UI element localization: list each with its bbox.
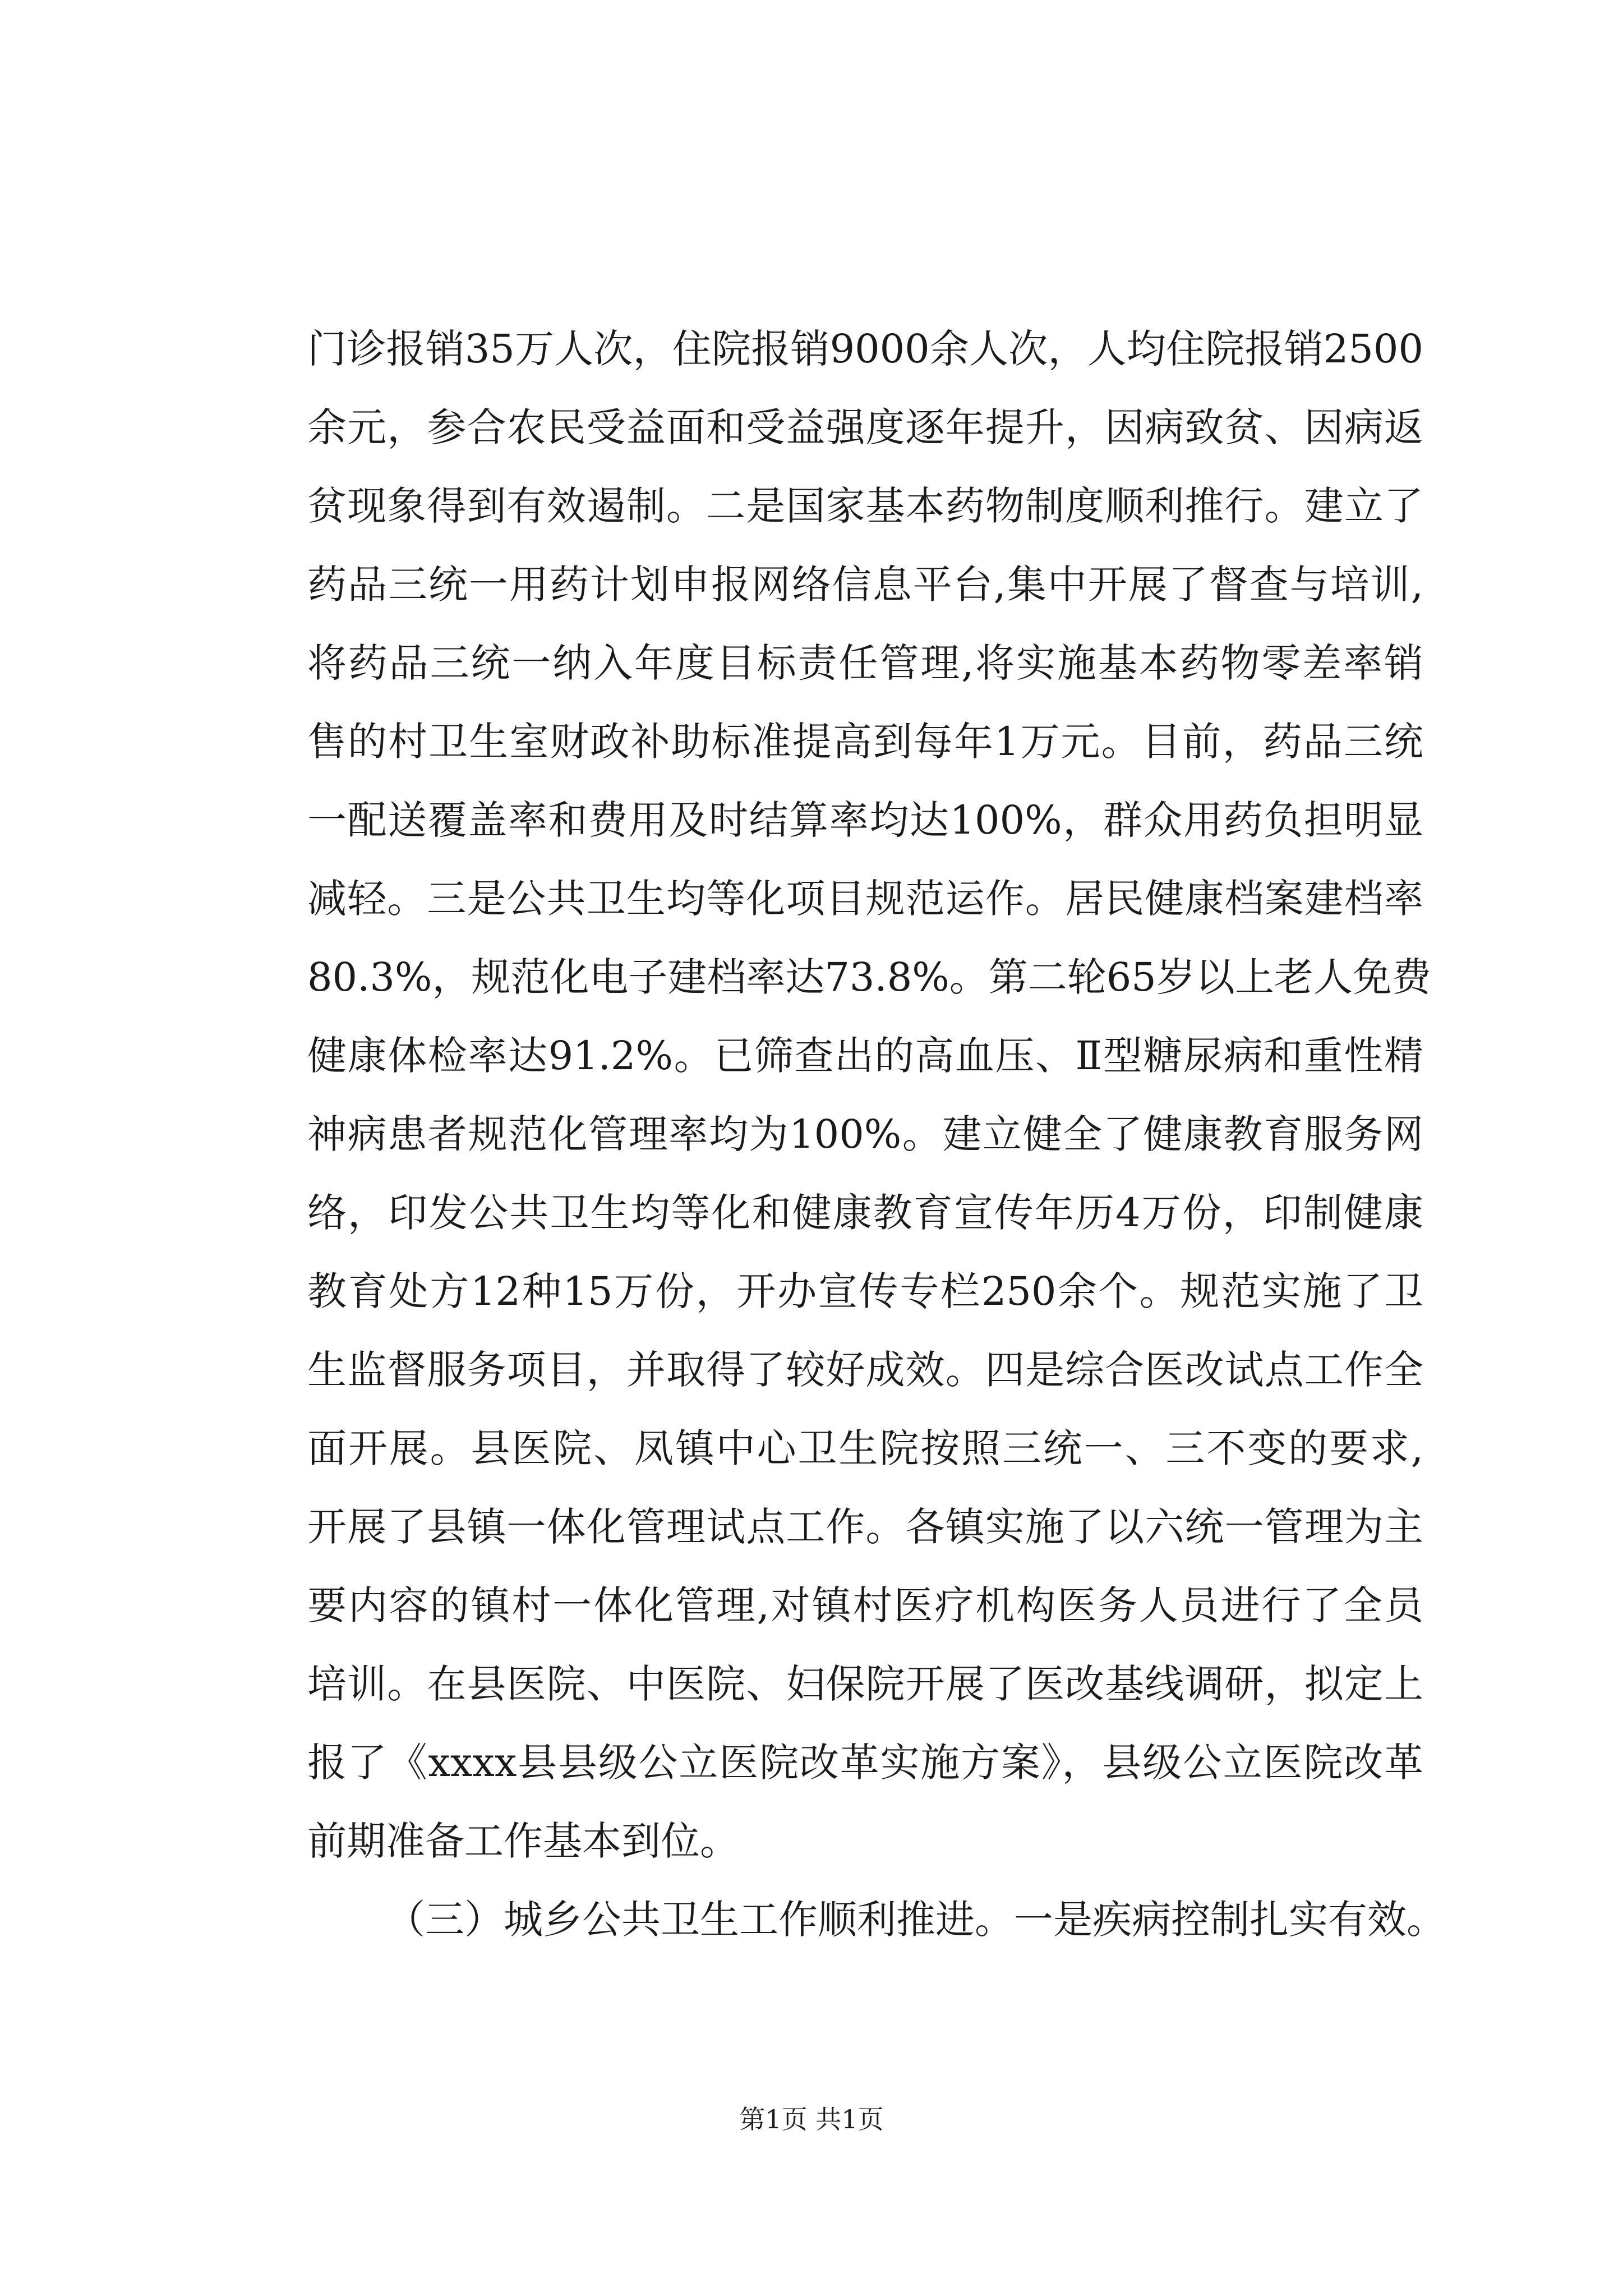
text-line: 减轻。三是公共卫生均等化项目规范运作。居民健康档案建档率	[307, 876, 1423, 922]
text-line: 面开展。县医院、凤镇中心卫生院按照三统一、三不变的要求,	[307, 1425, 1423, 1471]
text-line: 将药品三统一纳入年度目标责任管理,将实施基本药物零差率销	[307, 640, 1423, 686]
text-line: 售的村卫生室财政补助标准提高到每年1万元。目前，药品三统	[307, 719, 1423, 765]
text-line: 药品三统一用药计划申报网络信息平台,集中开展了督查与培训,	[307, 562, 1423, 608]
text-line: 培训。在县医院、中医院、妇保院开展了医改基线调研，拟定上	[307, 1661, 1423, 1707]
text-line: 神病患者规范化管理率均为100%。建立健全了健康教育服务网	[307, 1111, 1423, 1157]
text-line: 络，印发公共卫生均等化和健康教育宣传年历4万份，印制健康	[307, 1190, 1423, 1236]
section-heading-line: （三）城乡公共卫生工作顺利推进。一是疾病控制扎实有效。	[386, 1897, 1446, 1943]
page-footer: 第1页 共1页	[739, 2104, 884, 2134]
text-line: 开展了县镇一体化管理试点工作。各镇实施了以六统一管理为主	[307, 1504, 1423, 1550]
text-line: 教育处方12种15万份，开办宣传专栏250余个。规范实施了卫	[307, 1268, 1423, 1314]
paragraph-end-line: 前期准备工作基本到位。	[307, 1818, 739, 1864]
text-line: 门诊报销35万人次，住院报销9000余人次，人均住院报销2500	[307, 326, 1423, 372]
text-line: 一配送覆盖率和费用及时结算率均达100%，群众用药负担明显	[307, 797, 1423, 843]
text-line: 余元，参合农民受益面和受益强度逐年提升，因病致贫、因病返	[307, 404, 1423, 450]
text-line: 生监督服务项目，并取得了较好成效。四是综合医改试点工作全	[307, 1347, 1423, 1393]
text-line: 贫现象得到有效遏制。二是国家基本药物制度顺利推行。建立了	[307, 483, 1423, 529]
text-line: 80.3%，规范化电子建档率达73.8%。第二轮65岁以上老人免费	[307, 954, 1431, 1000]
text-line: 健康体检率达91.2%。已筛查出的高血压、Ⅱ型糖尿病和重性精	[307, 1033, 1423, 1079]
text-line: 要内容的镇村一体化管理,对镇村医疗机构医务人员进行了全员	[307, 1582, 1423, 1628]
body-text	[307, 310, 1446, 1959]
text-line: 报了《xxxx县县级公立医院改革实施方案》，县级公立医院改革	[307, 1740, 1423, 1786]
